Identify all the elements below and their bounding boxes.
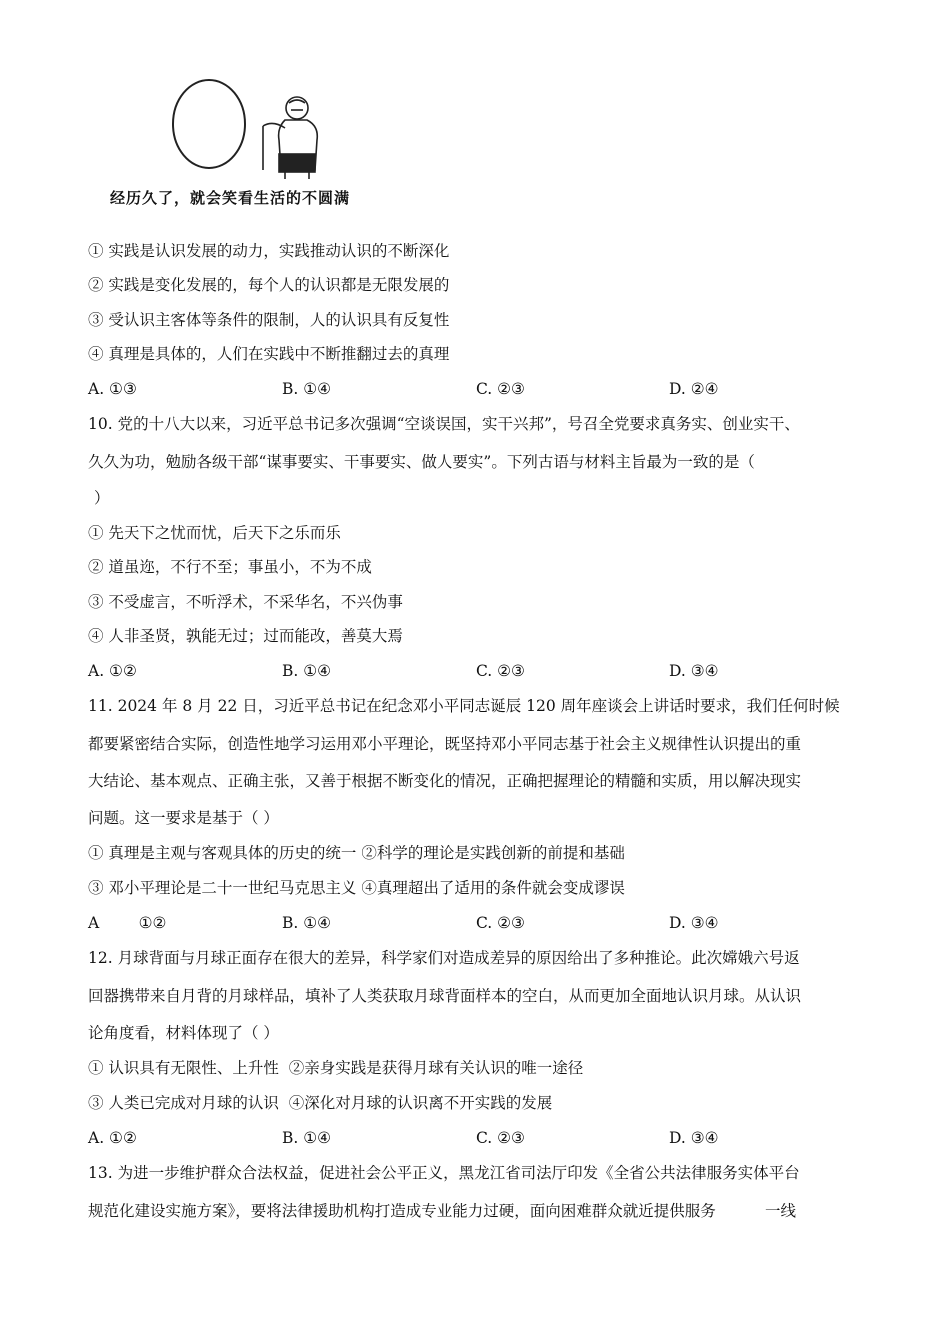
q10-item-3: ③ 不受虚言，不听浮术，不采华名，不兴伪事 <box>88 593 403 611</box>
q12-stem-line-2: 回器携带来自月背的月球样品，填补了人类获取月球背面样本的空白，从而更加全面地认识月球。从认识 <box>88 987 802 1005</box>
q12-option-c[interactable]: C. ②③ <box>476 1129 525 1147</box>
q12-option-a[interactable]: A. ①② <box>88 1129 137 1147</box>
q11-stem-line-4: 问题。这一要求是基于（ ） <box>88 809 279 827</box>
q11-items-row-1: ① 真理是主观与客观具体的历史的统一 ②科学的理论是实践创新的前提和基础 <box>88 844 625 862</box>
q10-item-4: ④ 人非圣贤，孰能无过；过而能改，善莫大焉 <box>88 627 403 645</box>
q13-stem-line-1: 13. 为进一步维护群众合法权益，促进社会公平正义，黑龙江省司法厅印发《全省公共法律服务实体平台 <box>88 1164 800 1182</box>
q10-option-a[interactable]: A. ①② <box>88 662 137 680</box>
q10-option-b[interactable]: B. ①④ <box>282 662 332 680</box>
q11-stem-line-3: 大结论、基本观点、正确主张，又善于根据不断变化的情况，正确把握理论的精髓和实质，用以解决现实 <box>88 772 802 790</box>
q9-option-c[interactable]: C. ②③ <box>476 380 525 398</box>
hand-drawn-circle <box>173 80 245 168</box>
figure-caption: 经历久了，就会笑看生活的不圆满 <box>110 189 351 207</box>
q11-option-a[interactable]: A ①② <box>88 914 167 932</box>
old-man-figure <box>263 97 317 179</box>
q9-item-3: ③ 受认识主客体等条件的限制，人的认识具有反复性 <box>88 311 450 329</box>
q12-stem-line-3: 论角度看，材料体现了（ ） <box>88 1024 279 1042</box>
q10-stem-line-2: 久久为功，勉励各级干部“谋事要实、干事要实、做人要实”。下列古语与材料主旨最为一致的是（ <box>88 453 755 471</box>
illustration-old-man-circle <box>165 76 335 180</box>
q11-items-row-2: ③ 邓小平理论是二十一世纪马克思主义 ④真理超出了适用的条件就会变成谬误 <box>88 879 625 897</box>
q12-option-b[interactable]: B. ①④ <box>282 1129 332 1147</box>
q10-option-c[interactable]: C. ②③ <box>476 662 525 680</box>
q12-items-row-1: ① 认识具有无限性、上升性 ②亲身实践是获得月球有关认识的唯一途径 <box>88 1059 584 1077</box>
q12-option-d[interactable]: D. ③④ <box>669 1129 719 1147</box>
q11-stem-line-1: 11. 2024 年 8 月 22 日，习近平总书记在纪念邓小平同志诞辰 120 周年座谈会上讲话时要求，我们任何时候 <box>88 697 840 715</box>
q9-item-2: ② 实践是变化发展的，每个人的认识都是无限发展的 <box>88 276 450 294</box>
q12-stem-line-1: 12. 月球背面与月球正面存在很大的差异，科学家们对造成差异的原因给出了多种推论。此次嫦娥六号返 <box>88 949 800 967</box>
q9-item-4: ④ 真理是具体的，人们在实践中不断推翻过去的真理 <box>88 345 450 363</box>
q10-stem-line-1: 10. 党的十八大以来，习近平总书记多次强调“空谈误国，实干兴邦”，号召全党要求真务实、创业实干、 <box>88 415 800 433</box>
q10-item-1: ① 先天下之忧而忧，后天下之乐而乐 <box>88 524 341 542</box>
q9-option-b[interactable]: B. ①④ <box>282 380 332 398</box>
q11-option-d[interactable]: D. ③④ <box>669 914 719 932</box>
q10-item-2: ② 道虽迩，不行不至；事虽小，不为不成 <box>88 558 372 576</box>
q13-stem-line-2: 规范化建设实施方案》，要将法律援助机构打造成专业能力过硬，面向困难群众就近提供服务 一线 <box>88 1202 797 1220</box>
q10-option-d[interactable]: D. ③④ <box>669 662 719 680</box>
q11-stem-line-2: 都要紧密结合实际，创造性地学习运用邓小平理论，既坚持邓小平同志基于社会主义规律性认识提出的重 <box>88 735 802 753</box>
q9-option-a[interactable]: A. ①③ <box>88 380 137 398</box>
q11-option-b[interactable]: B. ①④ <box>282 914 332 932</box>
q9-option-d[interactable]: D. ②④ <box>669 380 719 398</box>
q12-items-row-2: ③ 人类已完成对月球的认识 ④深化对月球的认识离不开实践的发展 <box>88 1094 553 1112</box>
q11-option-c[interactable]: C. ②③ <box>476 914 525 932</box>
q9-item-1: ① 实践是认识发展的动力，实践推动认识的不断深化 <box>88 242 450 260</box>
q10-stem-line-3: ） <box>94 489 110 507</box>
